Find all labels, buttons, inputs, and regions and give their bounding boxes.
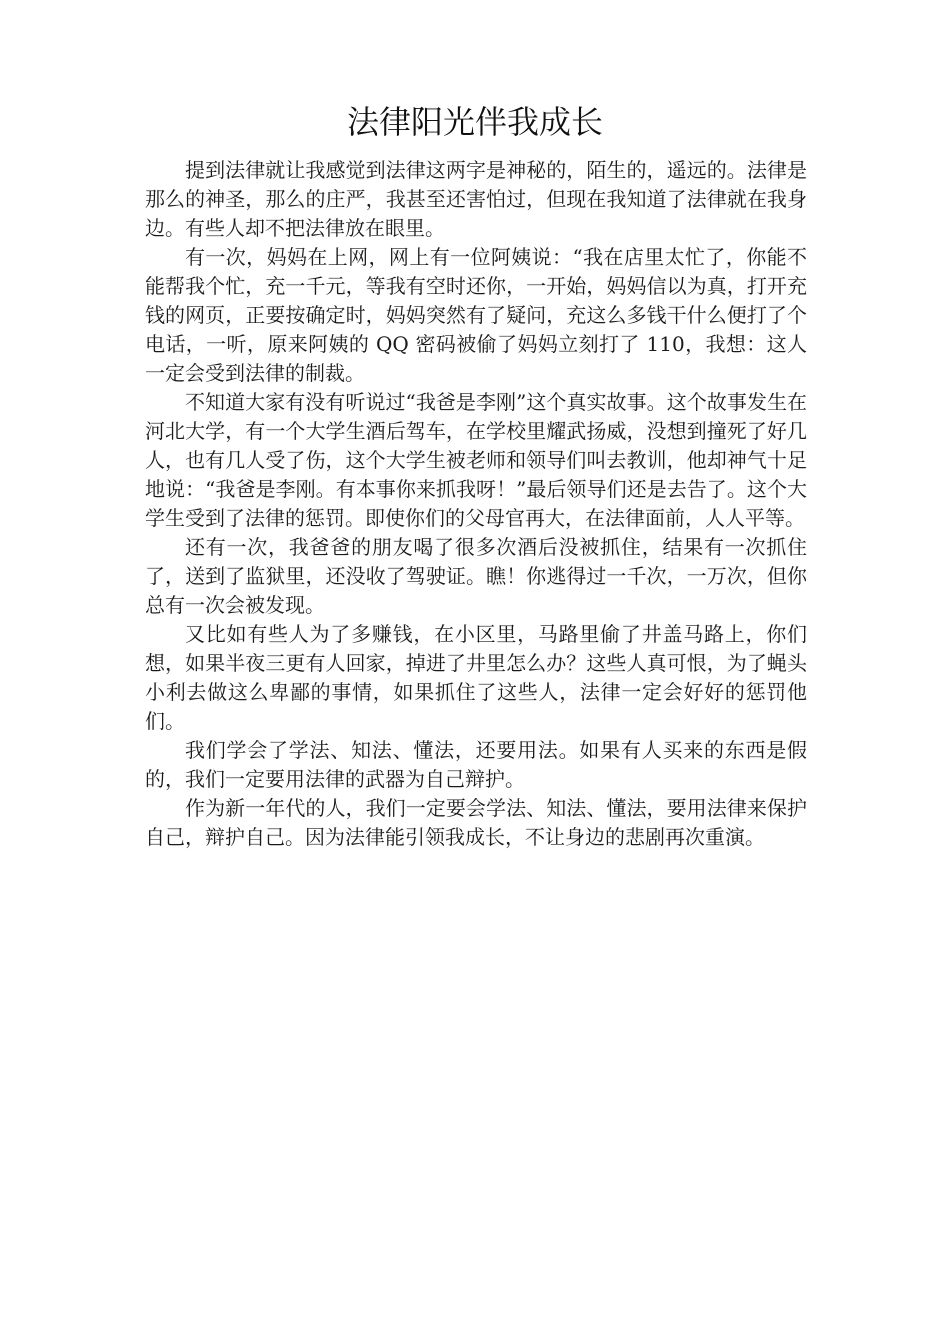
paragraph-2: 有一次，妈妈在上网，网上有一位阿姨说：“我在店里太忙了，你能不能帮我个忙，充一千元，等我有空时还你，一开始，妈妈信以为真，打开充钱的网页，正要按确定时，妈妈突然有了疑问，充这么多钱干什么便打了个电话，一听，原来阿姨的 QQ 密码被偷了妈妈立刻打了 110，我想：这人一定会受到法律的制裁。 (145, 245, 807, 385)
paragraph-1: 提到法律就让我感觉到法律这两字是神秘的，陌生的，遥远的。法律是那么的神圣，那么的庄严，我甚至还害怕过，但现在我知道了法律就在我身边。有些人却不把法律放在眼里。 (145, 158, 807, 240)
paragraph-3: 不知道大家有没有听说过“我爸是李刚”这个真实故事。这个故事发生在河北大学，有一个大学生酒后驾车，在学校里耀武扬威，没想到撞死了好几人，也有几人受了伤，这个大学生被老师和领导们叫去教训，他却神气十足地说：“我爸是李刚。有本事你来抓我呀！”最后领导们还是去告了。这个大学生受到了法律的惩罚。即使你们的父母官再大，在法律面前，人人平等。 (145, 390, 807, 530)
paragraph-6: 我们学会了学法、知法、懂法，还要用法。如果有人买来的东西是假的，我们一定要用法律的武器为自己辩护。 (145, 738, 807, 791)
paragraph-4: 还有一次，我爸爸的朋友喝了很多次酒后没被抓住，结果有一次抓住了，送到了监狱里，还没收了驾驶证。瞧！你逃得过一千次，一万次，但你总有一次会被发现。 (145, 535, 807, 617)
paragraph-5: 又比如有些人为了多赚钱，在小区里，马路里偷了井盖马路上，你们想，如果半夜三更有人回家，掉进了井里怎么办？这些人真可恨，为了蝇头小利去做这么卑鄙的事情，如果抓住了这些人，法律一定会好好的惩罚他们。 (145, 622, 807, 733)
document-title: 法律阳光伴我成长 (346, 103, 603, 141)
document-body (145, 156, 807, 852)
paragraph-7: 作为新一年代的人，我们一定要会学法、知法、懂法，要用法律来保护自己，辩护自己。因为法律能引领我成长，不让身边的悲剧再次重演。 (145, 796, 807, 849)
